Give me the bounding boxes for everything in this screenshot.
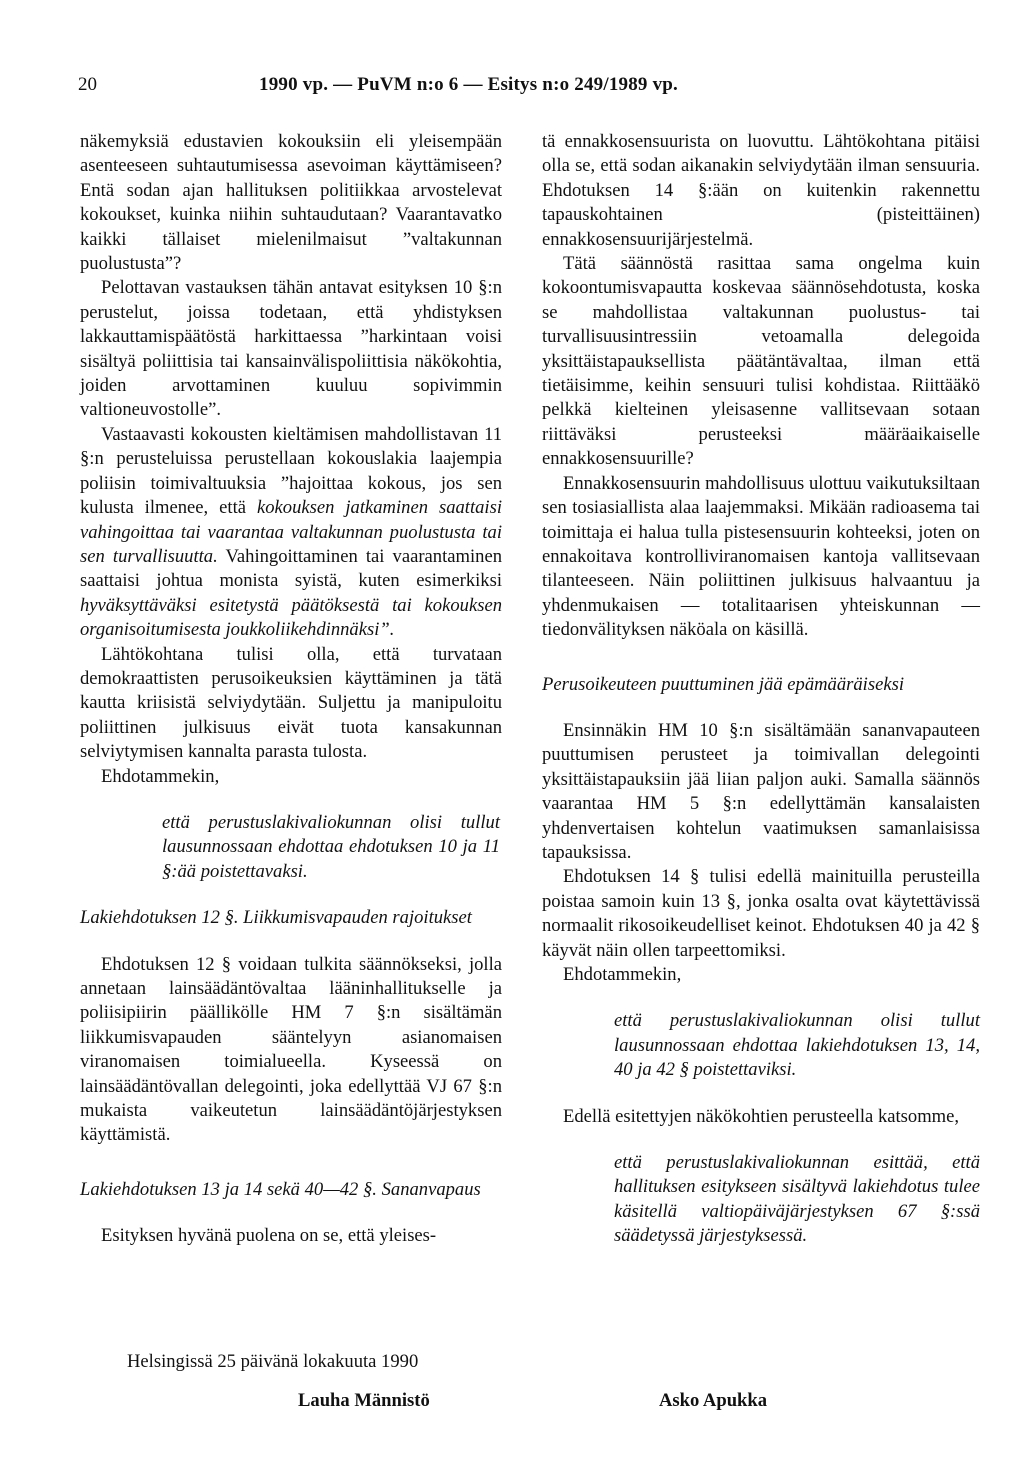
paragraph: näkemyksiä edustavien kokouksiin eli yleisempään asenteeseen suhtautumisessa asevoiman käyttämiseen? Entä sodan ajan hallituksen politiikkaa arvostelevat kokoukset, kuinka niihin suhtaudutaan? Vaarantavatko kaikki tällaiset mielenilmaisut ”valtakunnan puolustusta”?: [80, 131, 502, 275]
paragraph: Tätä säännöstä rasittaa sama ongelma kuin kokoontumisvapautta koskevaa säännösehdotusta, koska se mahdollistaa valtakunnan puolustus- tai turvallisuusintressiin vetoamalla delegoida yksittäistapauksellista päätäntävaltaa, ilman että tietäisimme, keihin sensuuri tulisi kohdistaa. Riittääkö pelkkä kielteinen yleisasenne vallitsevaan sotaan riittäväksi perusteeksi määräaikaiselle ennakkosensuurille?: [542, 253, 980, 470]
right-column: [542, 130, 980, 1249]
place-and-date: Helsingissä 25 päivänä lokakuuta 1990: [127, 1351, 419, 1372]
paragraph: Ehdotuksen 14 § tulisi edellä mainituilla perusteilla poistaa samoin kuin 13 §, jonka osalta ovat käytettävissä normaalit rikosoikeudelliset keinot. Ehdotuksen 40 ja 42 § käyvät näin ollen tarpeettomiksi.: [542, 866, 980, 961]
quoted-italic-text: hyväksyttäväksi esitetystä päätöksestä tai kokouksen organisoitumisesta joukkoliikehdinnäksi”.: [80, 594, 502, 641]
paragraph: Edellä esitettyjen näkökohtien perusteella katsomme,: [563, 1105, 960, 1127]
proposal-statement: että perustuslakivaliokunnan olisi tullut lausunnossaan ehdottaa ehdotuksen 10 ja 11 §:ää poistettavaksi.: [162, 811, 500, 882]
paragraph: Pelottavan vastauksen tähän antavat esityksen 10 §:n perustelut, joissa todetaan, että yhdistyksen lakkauttamispäätöstä harkittaessa ”harkintaan voisi sisältyä poliittisia tai kansainvälispoliittisia näkökohtia, joiden arvottaminen kuuluu sopivimmin valtioneuvostolle”.: [80, 277, 502, 421]
paragraph: Ehdotammekin,: [101, 765, 220, 787]
paragraph: Ensinnäkin HM 10 §:n sisältämään sananvapauteen puuttumisen perusteet ja toimivallan delegointi yksittäistapauksiin jää liian paljon auki. Samalla säännös vaarantaa HM 5 §:n edellyttämän kansalaisten yhdenvertaisen kohtelun vaatimuksen samanlaisissa tapauksissa.: [542, 719, 980, 863]
signature-name: Lauha Männistö: [298, 1390, 430, 1411]
paragraph: Ehdotammekin,: [563, 964, 682, 985]
signature-name: Asko Apukka: [659, 1390, 768, 1411]
paragraph: Ehdotuksen 12 § voidaan tulkita säännökseksi, jolla annetaan lainsäädäntövaltaa lääninhallitukselle ja poliisipiirin päällikölle HM 7 §:n sisältämän liikkumisvapauden sääntelyyn asianomaisen viranomaisen toimialueella. Kyseessä on lainsäädäntövallan delegointi, joka edellyttää VJ 67 §:n mukaista vaikeutetun lainsäädäntöjärjestyksen käyttämistä.: [80, 953, 502, 1146]
running-header: 1990 vp. — PuVM n:o 6 — Esitys n:o 249/1989 vp.: [259, 74, 678, 95]
section-heading: Perusoikeuteen puuttuminen jää epämääräiseksi: [542, 673, 904, 695]
page-number: 20: [78, 74, 97, 95]
left-column: [80, 130, 502, 1249]
text-run: Vahingoittaminen tai vaarantaminen saattaisi johtua monista syistä, kuten esimerkiksi: [80, 545, 502, 592]
text-run: Vastaavasti kokousten kieltämisen mahdollistavan 11 §:n perusteluissa perustellaan kokouslakia laajempia poliisin toimivaltuuksia ”hajoittaa kokous, jos sen kulusta ilmenee, että: [80, 423, 502, 519]
paragraph: [80, 423, 502, 643]
quoted-italic-text: kokouksen jatkaminen saattaisi vahingoittaa tai vaarantaa valtakunnan puolustusta tai sen turvallisuutta.: [80, 497, 502, 567]
paragraph: tä ennakkosensuurista on luovuttu. Lähtökohtana pitäisi olla se, että sodan aikanakin selviydytään ilman sensuuria. Ehdotuksen 14 §:ään on kuitenkin rakennettu tapauskohtainen (pisteittäinen) ennakkosensuurijärjestelmä.: [542, 131, 980, 250]
paragraph: Esityksen hyvänä puolena on se, että yleises-: [101, 1225, 437, 1247]
proposal-statement: että perustuslakivaliokunnan esittää, että hallituksen esitykseen sisältyvä lakiehdotus tulee käsitellä valtiopäiväjärjestyksen 67 §:ssä säädetyssä järjestyksessä.: [614, 1152, 980, 1247]
paragraph: Ennakkosensuurin mahdollisuus ulottuu vaikutuksiltaan sen tosiasiallista alaa laajemmaksi. Mikään radioasema tai toimittaja ei halua tulla pistesensuurin kohteeksi, joten on ennakoitava kontrolliviranomaisen kantoja vallitsevaan tilanteeseen. Näin poliittinen julkisuus halvaantuu ja yhdenmukaisen — totalitaarisen yhteiskunnan — tiedonvälityksen näköala on käsillä.: [542, 472, 980, 641]
paragraph: Lähtökohtana tulisi olla, että turvataan demokraattisten perusoikeuksien käyttäminen ja tätä kautta kriisistä selviydytään. Suljettu ja manipuloitu poliittinen julkisuus eivät tuota kansakunnan selviytymisen kannalta parasta tulosta.: [80, 643, 502, 763]
section-heading: Lakiehdotuksen 12 §. Liikkumisvapauden rajoitukset: [80, 907, 472, 929]
proposal-statement: että perustuslakivaliokunnan olisi tullut lausunnossaan ehdottaa lakiehdotuksen 13, 14, 40 ja 42 § poistettaviksi.: [614, 1010, 980, 1081]
section-heading: Lakiehdotuksen 13 ja 14 sekä 40—42 §. Sananvapaus: [80, 1178, 481, 1200]
